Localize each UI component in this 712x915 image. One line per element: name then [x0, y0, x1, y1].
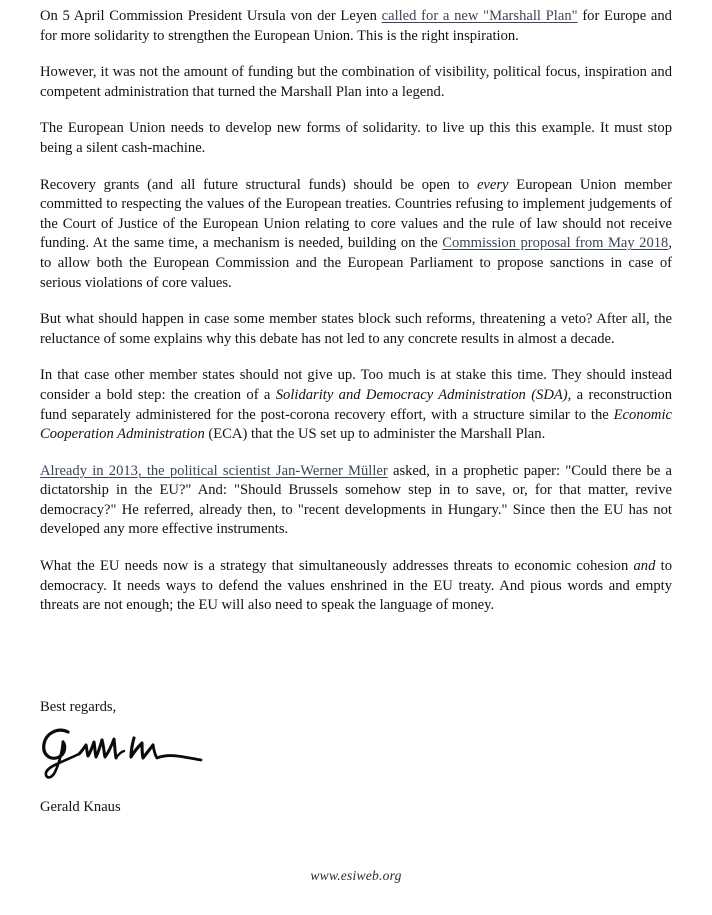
paragraph-1	[40, 7, 672, 46]
emphasis-sda: Solidarity and Democracy Administration (SDA)	[275, 386, 568, 403]
handwritten-signature	[38, 724, 208, 780]
emphasis-and: and	[633, 558, 656, 575]
paragraph-8	[40, 557, 672, 616]
paragraph-7-text-after-link: asked, in a prophetic paper: "Could there be a dictatorship in the EU?" And: "Should Brussels somehow step in to save, or, for that matter, revive democracy?" He referred, already then, to "recent developments in Hungary." Since then the EU has not developed any more effective instruments.	[40, 462, 672, 538]
paragraph-6	[40, 366, 672, 444]
footer-website: www.esiweb.org	[310, 868, 402, 883]
paragraph-1-text-after-link: for Europe and for more solidarity to strengthen the European Union. This is the right inspiration.	[40, 8, 672, 44]
link-commission-proposal-2018[interactable]: Commission proposal from May 2018	[442, 235, 669, 252]
paragraph-5: But what should happen in case some member states block such reforms, threatening a veto? After all, the reluctance of some explains why this debate has not led to any concrete results in almost a decade.	[40, 311, 672, 347]
emphasis-every: every	[476, 176, 509, 193]
letter-body	[40, 7, 672, 616]
signer-name: Gerald Knaus	[40, 799, 121, 815]
paragraph-4-segment-3: , to allow both the European Commission and the European Parliament to propose sanctions in case of serious violations of core values.	[40, 235, 672, 291]
paragraph-1-text-before-link: On 5 April Commission President Ursula von der Leyen	[40, 8, 382, 24]
paragraph-4-segment-1: Recovery grants (and all future structural funds) should be open to	[40, 176, 477, 193]
paragraph-7	[40, 462, 672, 540]
paragraph-6-segment-3: (ECA) that the US set up to administer the Marshall Plan.	[204, 426, 546, 443]
link-marshall-plan[interactable]: called for a new "Marshall Plan"	[381, 8, 578, 24]
paragraph-2: However, it was not the amount of funding but the combination of visibility, political focus, inspiration and competent administration that turned the Marshall Plan into a legend.	[40, 64, 672, 100]
paragraph-6-segment-2: , a reconstruction fund separately administered for the post-corona recovery effort, with a structure similar to the	[40, 386, 672, 423]
emphasis-eca: Economic Cooperation Administration	[40, 406, 672, 443]
closing-salutation: Best regards,	[40, 699, 117, 715]
paragraph-4	[40, 176, 672, 294]
paragraph-3: The European Union needs to develop new forms of solidarity. to live up this this example. It must stop being a silent cash-machine.	[40, 120, 672, 156]
paragraph-8-segment-1: What the EU needs now is a strategy that simultaneously addresses threats to economic cohesion	[40, 558, 634, 575]
link-jan-werner-mueller[interactable]: Already in 2013, the political scientist Jan-Werner Müller	[40, 462, 388, 479]
paragraph-6-segment-1: In that case other member states should not give up. Too much is at stake this time. They should instead consider a bold step: the creation of a	[40, 367, 672, 403]
paragraph-8-segment-2: to democracy. It needs ways to defend the values enshrined in the EU treaty. And pious words and empty threats are not enough; the EU will also need to speak the language of money.	[40, 558, 672, 614]
paragraph-4-segment-2: European Union member committed to respecting the values of the European treaties. Countries refusing to implement judgements of the Court of Justice of the European Union relating to core values and the rule of law should not receive funding. At the same time, a mechanism is needed, building on the	[40, 176, 672, 252]
